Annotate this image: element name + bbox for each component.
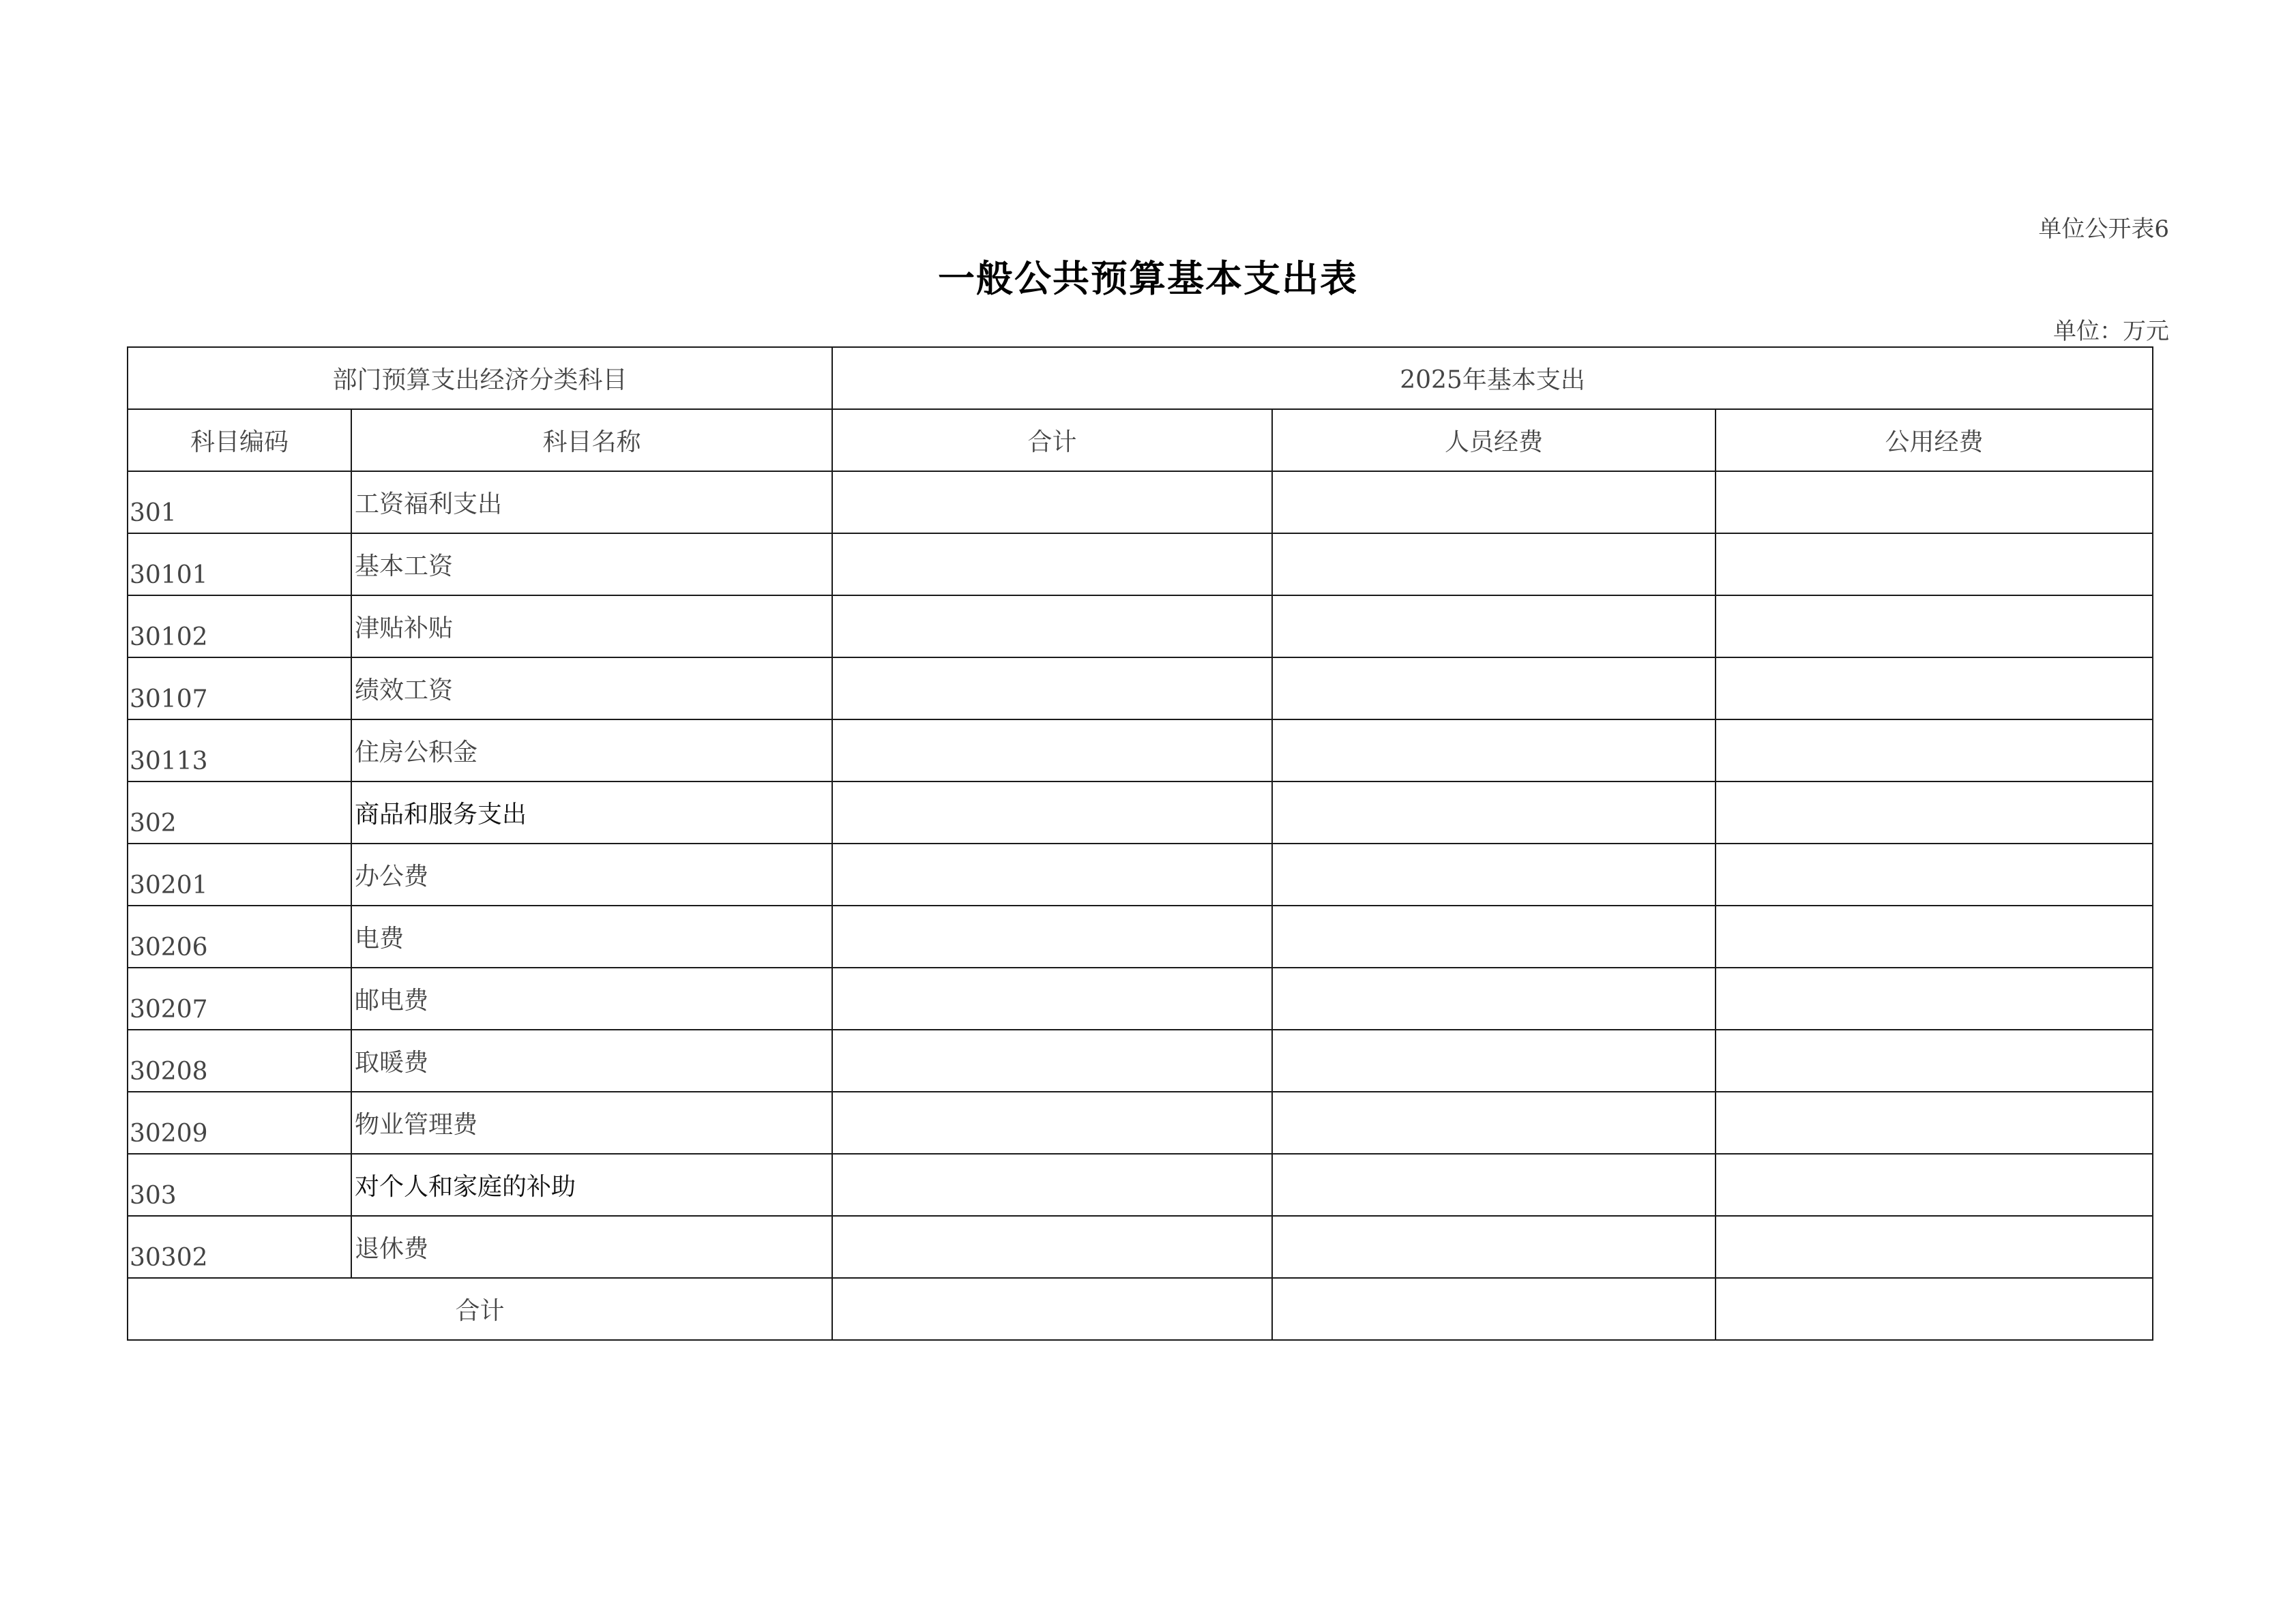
table-row (128, 719, 2153, 781)
row-total (832, 781, 1272, 844)
row-code: 30209 (128, 1092, 351, 1154)
row-name: 退休费 (351, 1216, 832, 1278)
row-personnel (1272, 844, 1716, 906)
row-total (832, 533, 1272, 595)
row-total (832, 968, 1272, 1030)
row-code: 30101 (128, 533, 351, 595)
row-public (1716, 1030, 2153, 1092)
category-group-header: 部门预算支出经济分类科目 (128, 347, 832, 409)
row-personnel (1272, 968, 1716, 1030)
row-total (832, 1154, 1272, 1216)
row-code: 30208 (128, 1030, 351, 1092)
row-public (1716, 595, 2153, 657)
row-code: 30206 (128, 906, 351, 968)
row-name: 商品和服务支出 (351, 781, 832, 844)
row-code: 30201 (128, 844, 351, 906)
form-number: 单位公开表6 (2038, 215, 2169, 243)
footer-total-label: 合计 (128, 1278, 832, 1340)
row-total (832, 1092, 1272, 1154)
table-row (128, 844, 2153, 906)
group-header-row (128, 347, 2153, 409)
row-personnel (1272, 1154, 1716, 1216)
table-row (128, 1030, 2153, 1092)
row-personnel (1272, 1092, 1716, 1154)
row-total (832, 906, 1272, 968)
row-public (1716, 781, 2153, 844)
table-row (128, 1154, 2153, 1216)
row-personnel (1272, 657, 1716, 719)
column-header-code: 科目编码 (128, 409, 351, 471)
column-header-public: 公用经费 (1716, 409, 2153, 471)
row-code: 30102 (128, 595, 351, 657)
row-total (832, 1216, 1272, 1278)
table-row (128, 595, 2153, 657)
row-name: 津贴补贴 (351, 595, 832, 657)
table-row (128, 657, 2153, 719)
row-public (1716, 968, 2153, 1030)
footer-public (1716, 1278, 2153, 1340)
table-row (128, 1092, 2153, 1154)
page-title: 一般公共预算基本支出表 (938, 257, 1358, 300)
footer-total (832, 1278, 1272, 1340)
row-name: 住房公积金 (351, 719, 832, 781)
row-public (1716, 471, 2153, 533)
row-total (832, 844, 1272, 906)
row-name: 物业管理费 (351, 1092, 832, 1154)
row-total (832, 471, 1272, 533)
row-personnel (1272, 595, 1716, 657)
column-header-row (128, 409, 2153, 471)
row-public (1716, 906, 2153, 968)
row-personnel (1272, 471, 1716, 533)
row-name: 办公费 (351, 844, 832, 906)
table-row (128, 533, 2153, 595)
row-name: 工资福利支出 (351, 471, 832, 533)
row-total (832, 657, 1272, 719)
row-code: 303 (128, 1154, 351, 1216)
column-header-name: 科目名称 (351, 409, 832, 471)
row-public (1716, 719, 2153, 781)
expenditure-group-header: 2025年基本支出 (832, 347, 2153, 409)
column-header-personnel: 人员经费 (1272, 409, 1716, 471)
row-name: 取暖费 (351, 1030, 832, 1092)
table-row (128, 471, 2153, 533)
column-header-total: 合计 (832, 409, 1272, 471)
row-personnel (1272, 1030, 1716, 1092)
table-row (128, 968, 2153, 1030)
budget-table (127, 346, 2153, 1341)
row-code: 30113 (128, 719, 351, 781)
row-personnel (1272, 533, 1716, 595)
row-public (1716, 1216, 2153, 1278)
row-personnel (1272, 781, 1716, 844)
row-code: 30302 (128, 1216, 351, 1278)
row-name: 基本工资 (351, 533, 832, 595)
row-public (1716, 1154, 2153, 1216)
table-row (128, 781, 2153, 844)
row-personnel (1272, 906, 1716, 968)
row-personnel (1272, 1216, 1716, 1278)
table-row (128, 1216, 2153, 1278)
row-name: 绩效工资 (351, 657, 832, 719)
row-code: 30207 (128, 968, 351, 1030)
footer-personnel (1272, 1278, 1716, 1340)
unit-label: 单位：万元 (2053, 318, 2169, 345)
row-total (832, 1030, 1272, 1092)
table-row (128, 906, 2153, 968)
row-total (832, 595, 1272, 657)
row-public (1716, 533, 2153, 595)
row-name: 对个人和家庭的补助 (351, 1154, 832, 1216)
row-personnel (1272, 719, 1716, 781)
row-public (1716, 657, 2153, 719)
row-public (1716, 844, 2153, 906)
row-total (832, 719, 1272, 781)
row-code: 302 (128, 781, 351, 844)
row-name: 邮电费 (351, 968, 832, 1030)
row-public (1716, 1092, 2153, 1154)
row-code: 30107 (128, 657, 351, 719)
row-code: 301 (128, 471, 351, 533)
table-footer-row (128, 1278, 2153, 1340)
row-name: 电费 (351, 906, 832, 968)
